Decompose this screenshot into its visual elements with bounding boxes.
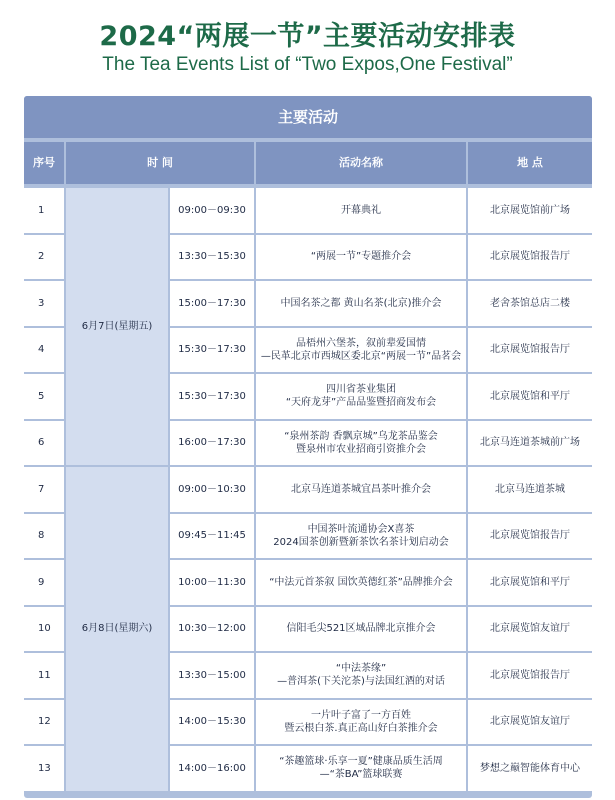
row-event — [256, 467, 466, 512]
row-time: 09:00－10:30 — [170, 467, 254, 512]
row-number: 3 — [24, 281, 64, 326]
row-event — [256, 421, 466, 466]
row-place: 北京展览馆前广场 — [468, 188, 592, 233]
event-lines — [286, 383, 436, 409]
row-place: 北京展览馆和平厅 — [468, 374, 592, 419]
row-time: 15:30－17:30 — [170, 374, 254, 419]
row-time: 16:00－17:30 — [170, 421, 254, 466]
event-lines — [279, 755, 443, 781]
row-place: 北京马连道茶城 — [468, 467, 592, 512]
event-line: “天府龙芽”产品品鉴暨招商发布会 — [285, 397, 437, 409]
row-number: 11 — [24, 653, 64, 698]
row-time: 10:30－12:00 — [170, 607, 254, 652]
row-place: 北京展览馆和平厅 — [468, 560, 592, 605]
row-place: 北京展览馆友谊厅 — [468, 700, 592, 745]
event-line: —普洱茶(下关沱茶)与法国红酒的对话 — [277, 676, 445, 688]
event-lines — [284, 430, 438, 456]
column-header-time: 时 间 — [66, 142, 254, 184]
row-place: 北京展览馆报告厅 — [468, 653, 592, 698]
row-time: 10:00－11:30 — [170, 560, 254, 605]
row-event — [256, 235, 466, 280]
event-lines — [291, 483, 431, 496]
row-time: 13:30－15:00 — [170, 653, 254, 698]
row-event — [256, 700, 466, 745]
column-header-no: 序号 — [24, 142, 64, 184]
row-time: 14:00－15:30 — [170, 700, 254, 745]
event-lines — [286, 622, 435, 635]
date-cell: 6月8日(星期六) — [66, 467, 168, 791]
event-line: 品梧州六堡茶，叙前辈爱国情 — [296, 337, 426, 349]
event-lines — [261, 337, 461, 363]
event-line: 2024国茶创新暨新茶饮名茶计划启动会 — [273, 536, 449, 548]
row-number: 12 — [24, 700, 64, 745]
row-event — [256, 328, 466, 373]
row-number: 4 — [24, 328, 64, 373]
row-number: 6 — [24, 421, 64, 466]
row-number: 7 — [24, 467, 64, 512]
row-place: 北京展览馆友谊厅 — [468, 607, 592, 652]
column-header-place: 地 点 — [468, 142, 592, 184]
row-event — [256, 607, 466, 652]
row-event — [256, 374, 466, 419]
row-number: 5 — [24, 374, 64, 419]
row-number: 13 — [24, 746, 64, 791]
column-header-event: 活动名称 — [256, 142, 466, 184]
page-title: 2024“两展一节”主要活动安排表 — [99, 21, 516, 52]
row-event — [256, 746, 466, 791]
row-event — [256, 560, 466, 605]
row-number: 9 — [24, 560, 64, 605]
event-line: 四川省茶业集团 — [326, 384, 396, 396]
event-line: 北京马连道茶城宜昌茶叶推介会 — [291, 483, 431, 495]
row-event — [256, 514, 466, 559]
event-line: “两展一节”专题推介会 — [310, 251, 412, 263]
event-line: “泉州茶韵 香飘京城”乌龙茶品鉴会 — [284, 430, 438, 442]
event-line: 一片叶子富了一方百姓 — [311, 709, 411, 721]
event-line: 暨云根白茶.真正高山好白茶推介会 — [284, 722, 438, 734]
event-lines — [269, 576, 453, 589]
row-number: 2 — [24, 235, 64, 280]
row-time: 15:30－17:30 — [170, 328, 254, 373]
row-place: 老舍茶馆总店二楼 — [468, 281, 592, 326]
event-line: 中国名茶之都 黄山名茶(北京)推介会 — [280, 297, 442, 309]
event-line: —“茶BA”篮球联赛 — [319, 769, 403, 781]
row-place: 梦想之巅智能体育中心 — [468, 746, 592, 791]
event-lines — [281, 297, 442, 310]
row-place: 北京展览馆报告厅 — [468, 514, 592, 559]
row-place: 北京展览馆报告厅 — [468, 328, 592, 373]
table-title: 主要活动 — [24, 96, 592, 138]
event-line: 中国茶叶流通协会X喜茶 — [307, 523, 415, 535]
row-event — [256, 188, 466, 233]
event-line: —民革北京市西城区委北京“两展一节”品茗会 — [260, 350, 462, 362]
row-event — [256, 653, 466, 698]
event-line: 开幕典礼 — [341, 204, 381, 216]
row-event — [256, 281, 466, 326]
event-line: 信阳毛尖521区域品牌北京推介会 — [286, 623, 436, 635]
event-lines — [273, 523, 448, 549]
event-lines — [341, 204, 381, 217]
row-time: 09:45－11:45 — [170, 514, 254, 559]
page-subtitle: The Tea Events List of “Two Expos,One Festival” — [102, 54, 513, 75]
event-lines — [284, 709, 437, 735]
row-place: 北京马连道茶城前广场 — [468, 421, 592, 466]
row-time: 09:00－09:30 — [170, 188, 254, 233]
row-time: 14:00－16:00 — [170, 746, 254, 791]
event-line: “中法元首茶叙 国饮英德红茶”品牌推介会 — [269, 576, 453, 588]
event-lines — [277, 662, 445, 688]
event-line: 暨泉州市农业招商引资推介会 — [295, 443, 426, 455]
date-cell: 6月7日(星期五) — [66, 188, 168, 465]
row-time: 15:00－17:30 — [170, 281, 254, 326]
event-line: “茶趣篮球·乐享一夏”健康品质生活周 — [279, 756, 443, 768]
row-time: 13:30－15:30 — [170, 235, 254, 280]
row-number: 1 — [24, 188, 64, 233]
event-line: “中法茶缘” — [335, 663, 387, 675]
row-number: 8 — [24, 514, 64, 559]
event-lines — [311, 250, 411, 263]
row-number: 10 — [24, 607, 64, 652]
row-place: 北京展览馆报告厅 — [468, 235, 592, 280]
